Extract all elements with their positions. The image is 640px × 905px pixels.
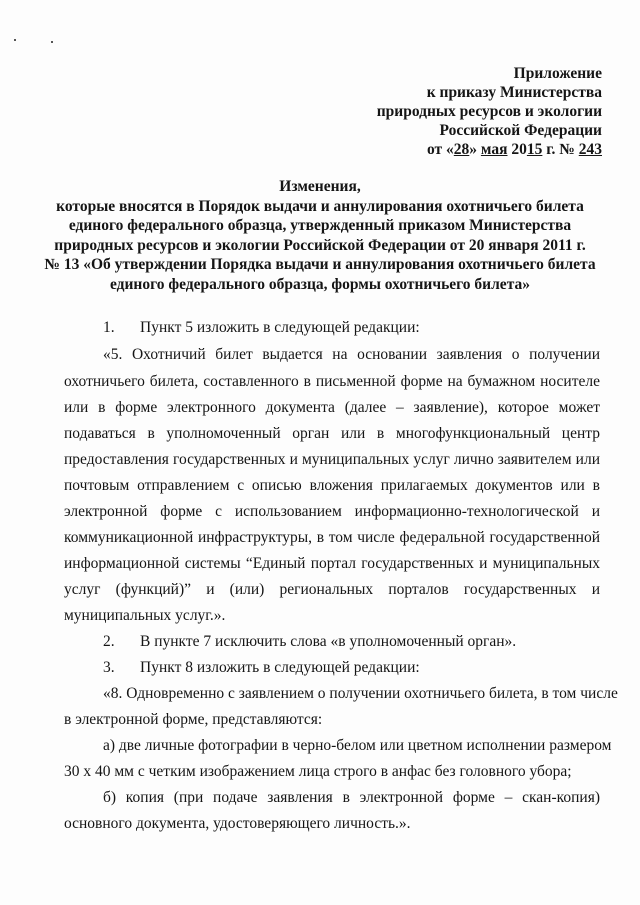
title-line: единого федерального образца, формы охотничьего билета»: [109, 275, 530, 293]
paragraph-line: б) копия (при подаче заявления в электронной форме – скан-копия): [103, 789, 600, 806]
paragraph-line: почтовым отправлением с описью вложения прилагаемых документов или в: [64, 477, 600, 494]
paragraph-line: «5. Охотничий билет выдается на основании заявления о получении: [103, 346, 600, 363]
date-year-suffix: 15: [526, 141, 543, 158]
item-text: В пункте 7 исключить слова «в уполномоченный орган».: [140, 633, 517, 650]
paragraph-line: или в форме электронного документа (далее – заявление), которое может: [64, 399, 600, 416]
date-number-prefix: г. №: [542, 141, 579, 158]
date-day: 28: [453, 141, 470, 158]
scan-mark: [51, 41, 53, 43]
title-line: природных ресурсов и экологии Российской Федерации от 20 января 2011 г.: [54, 236, 586, 254]
item-number: 1.: [103, 319, 115, 336]
order-number: 243: [578, 141, 602, 158]
header-line: Российской Федерации: [439, 122, 602, 139]
paragraph-line: 30 х 40 мм с четким изображением лица строго в анфас без головного убора;: [64, 763, 572, 780]
paragraph-line: муниципальных услуг.».: [64, 607, 226, 624]
paragraph-line: услуг (функций)” и (или) региональных порталов государственных и: [64, 581, 600, 598]
header-line: к приказу Министерства: [426, 84, 602, 101]
paragraph-line: электронной форме с использованием информационно-технологической и: [64, 503, 600, 520]
item-text: Пункт 8 изложить в следующей редакции:: [140, 659, 420, 676]
date-sep: »: [469, 141, 481, 158]
item-number: 3.: [103, 659, 115, 676]
appendix-header: [377, 64, 602, 159]
document-title: [40, 177, 600, 294]
paragraph-line: коммуникационной инфраструктуры, в том числе федеральной государственной: [64, 529, 600, 546]
header-line: Приложение: [513, 65, 602, 82]
paragraph-line: основного документа, удостоверяющего личность.».: [64, 815, 411, 832]
paragraph-line: а) две личные фотографии в черно-белом или цветном исполнении размером: [103, 737, 612, 754]
paragraph-line: информационной системы “Единый портал государственных и муниципальных: [64, 555, 600, 572]
date-prefix: от «: [426, 141, 454, 158]
order-date-line: [377, 140, 602, 159]
title-line: Изменения,: [279, 178, 361, 195]
date-month: мая: [480, 141, 508, 158]
date-year-prefix: 20: [507, 141, 527, 158]
paragraph-line: предоставления государственных и муниципальных услуг лично заявителем или: [64, 451, 600, 468]
paragraph-line: «8. Одновременно с заявлением о получении охотничьего билета, в том числе: [103, 685, 618, 702]
item-number: 2.: [103, 633, 115, 650]
title-line: единого федерального образца, утвержденный приказом Министерства: [68, 217, 572, 234]
header-line: природных ресурсов и экологии: [376, 103, 602, 120]
item-text: Пункт 5 изложить в следующей редакции:: [140, 319, 420, 336]
title-line: № 13 «Об утверждении Порядка выдачи и аннулирования охотничьего билета: [44, 256, 596, 273]
scan-mark: [14, 39, 16, 41]
paragraph-line: подаваться в уполномоченный орган или в многофункциональный центр: [64, 425, 600, 442]
title-line: которые вносятся в Порядок выдачи и аннулирования охотничьего билета: [56, 197, 584, 215]
paragraph-line: в электронной форме, представляются:: [64, 711, 323, 728]
paragraph-line: охотничьего билета, составленного в письменной форме на бумажном носителе: [64, 373, 600, 390]
